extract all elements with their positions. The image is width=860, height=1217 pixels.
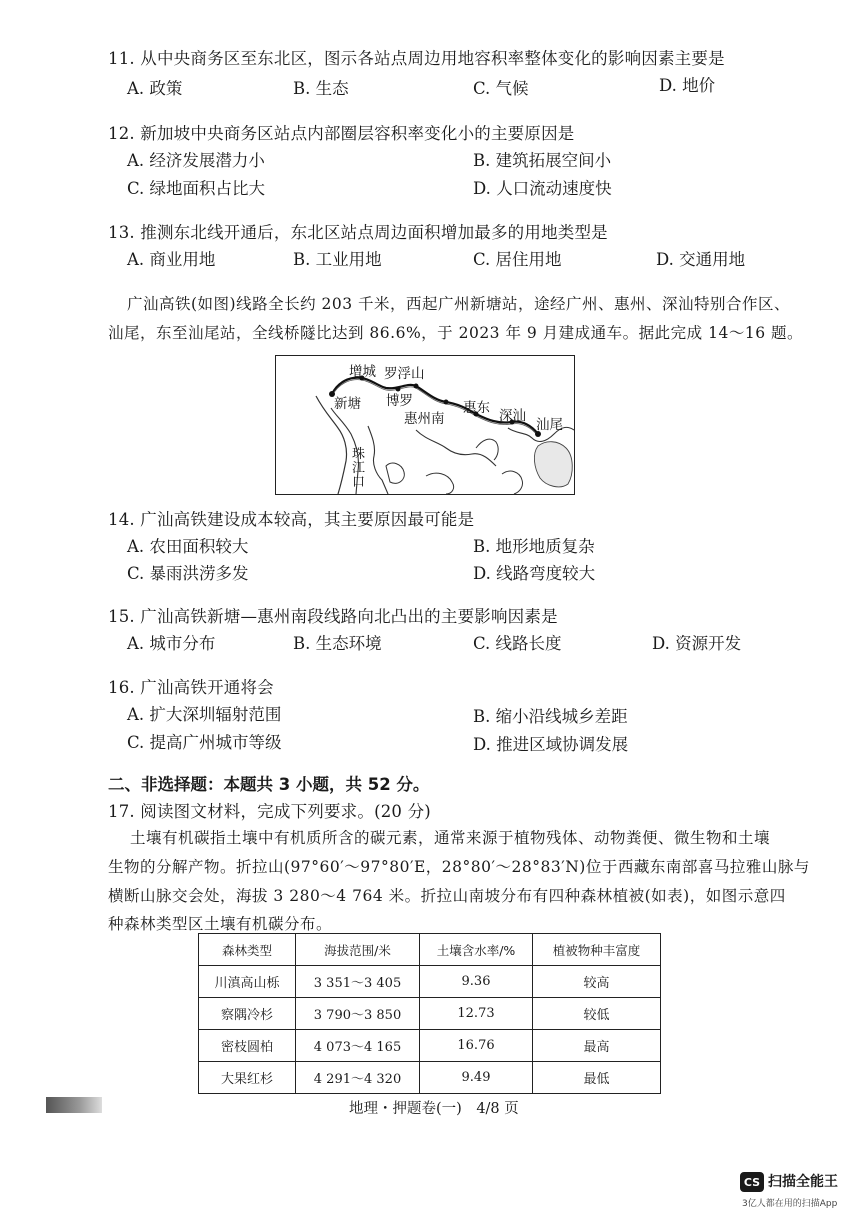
q15-option-a: A. 城市分布 (127, 634, 216, 653)
q12-option-b: B. 建筑拓展空间小 (473, 151, 612, 170)
question-12-stem: 12. 新加坡中央商务区站点内部圈层容积率变化小的主要原因是 (108, 124, 575, 143)
intro-line-1: 广汕高铁(如图)线路全长约 203 千米，西起广州新塘站，途经广州、惠州、深汕特别合作区、 (127, 295, 791, 313)
material-line-2: 生物的分解产物。折拉山(97°60′～97°80′E，28°80′～28°83′N)位于西藏东南部喜马拉雅山脉与 (108, 858, 810, 876)
q15-option-b: B. 生态环境 (293, 634, 382, 653)
material-line-4: 种森林类型区土壤有机碳分布。 (108, 915, 333, 933)
q11-option-b: B. 生态 (293, 79, 349, 98)
scanner-app-name: 扫描全能王 (768, 1174, 838, 1190)
label-huizhounan: 惠州南 (404, 411, 445, 427)
forest-soil-table (198, 933, 661, 1094)
question-11-stem: 11. 从中央商务区至东北区，图示各站点周边用地容积率整体变化的影响因素主要是 (108, 49, 725, 68)
label-shanwei: 汕尾 (536, 417, 563, 433)
land-east-shade (534, 442, 572, 487)
table-header-cell: 森林类型 (199, 934, 296, 966)
label-xintang: 新塘 (334, 396, 361, 412)
table-row (199, 1062, 661, 1094)
q16-option-b: B. 缩小沿线城乡差距 (473, 707, 628, 726)
label-luofushan: 罗浮山 (384, 366, 425, 382)
q13-option-c: C. 居住用地 (473, 250, 562, 269)
scanner-app-tagline: 3亿人都在用的扫描App (742, 1199, 838, 1209)
q13-option-b: B. 工业用地 (293, 250, 382, 269)
station-dot-luofushan (414, 384, 419, 389)
coast-south (426, 473, 454, 494)
question-15-stem: 15. 广汕高铁新塘—惠州南段线路向北凸出的主要影响因素是 (108, 607, 558, 626)
table-header-cell: 海拔范围/米 (296, 934, 420, 966)
table-cell: 较低 (533, 998, 661, 1030)
table-cell: 4 291～4 320 (296, 1062, 420, 1094)
q13-option-a: A. 商业用地 (127, 250, 216, 269)
material-line-3: 横断山脉交会处，海拔 3 280～4 764 米。折拉山南坡分布有四种森林植被(如表)，如图示意四 (108, 887, 786, 905)
coast-middle (416, 430, 496, 466)
intro-line-2: 汕尾，东至汕尾站，全线桥隧比达到 86.6%，于 2023 年 9 月建成通车。据此完成 14～16 题。 (108, 324, 803, 342)
section-2-heading: 二、非选择题：本题共 3 小题，共 52 分。 (108, 775, 430, 794)
q12-option-d: D. 人口流动速度快 (473, 179, 612, 198)
table-cell: 3 351～3 405 (296, 966, 420, 998)
label-zengcheng: 增城 (349, 364, 376, 380)
q14-option-b: B. 地形地质复杂 (473, 537, 595, 556)
table-cell: 密枝圆柏 (199, 1030, 296, 1062)
coast-islands (386, 463, 404, 483)
q13-option-d: D. 交通用地 (656, 250, 746, 269)
q12-option-a: A. 经济发展潜力小 (127, 151, 265, 170)
coast-bay (476, 439, 498, 460)
corner-stamp (46, 1097, 102, 1113)
table-header-row (199, 934, 661, 966)
q15-option-d: D. 资源开发 (652, 634, 742, 653)
coast-se (502, 471, 523, 494)
question-16-stem: 16. 广汕高铁开通将会 (108, 678, 274, 697)
table-row (199, 998, 661, 1030)
label-huidong: 惠东 (463, 400, 490, 416)
q16-option-a: A. 扩大深圳辐射范围 (127, 705, 282, 724)
q16-option-d: D. 推进区域协调发展 (473, 735, 629, 754)
q11-option-d: D. 地价 (659, 76, 716, 95)
question-14-stem: 14. 广汕高铁建设成本较高，其主要原因最可能是 (108, 510, 475, 529)
q14-option-d: D. 线路弯度较大 (473, 564, 596, 583)
table-cell: 大果红杉 (199, 1062, 296, 1094)
label-shenshan: 深汕 (499, 408, 526, 424)
table-header-cell: 植被物种丰富度 (533, 934, 661, 966)
q14-option-c: C. 暴雨洪涝多发 (127, 564, 249, 583)
table-cell: 12.73 (420, 998, 533, 1030)
question-17-stem: 17. 阅读图文材料，完成下列要求。(20 分) (108, 802, 431, 821)
page-footer-label: 地理・押题卷(一) 4/8 页 (349, 1101, 519, 1117)
q16-option-c: C. 提高广州城市等级 (127, 733, 282, 752)
table-cell: 9.49 (420, 1062, 533, 1094)
label-boluo: 博罗 (386, 393, 413, 409)
table-cell: 最高 (533, 1030, 661, 1062)
label-pearl-river-estuary: 珠江口 (352, 447, 366, 490)
table-cell: 察隅冷杉 (199, 998, 296, 1030)
question-13-stem: 13. 推测东北线开通后，东北区站点周边面积增加最多的用地类型是 (108, 223, 608, 242)
table-cell: 较高 (533, 966, 661, 998)
q12-option-c: C. 绿地面积占比大 (127, 179, 266, 198)
railway-map (275, 355, 575, 495)
table-cell: 川滇高山栎 (199, 966, 296, 998)
material-line-1: 土壤有机碳指土壤中有机质所含的碳元素，通常来源于植物残体、动物粪便、微生物和土壤 (130, 829, 771, 847)
table-cell: 16.76 (420, 1030, 533, 1062)
q11-option-c: C. 气候 (473, 79, 529, 98)
table-row (199, 1030, 661, 1062)
table-cell: 9.36 (420, 966, 533, 998)
table-cell: 4 073～4 165 (296, 1030, 420, 1062)
table-header-cell: 土壤含水率/% (420, 934, 533, 966)
q15-option-c: C. 线路长度 (473, 634, 562, 653)
scanner-logo-icon: CS (740, 1172, 764, 1192)
table-cell: 最低 (533, 1062, 661, 1094)
q14-option-a: A. 农田面积较大 (127, 537, 249, 556)
table-row (199, 966, 661, 998)
q11-option-a: A. 政策 (127, 79, 183, 98)
station-dot-huizhounan (444, 400, 449, 405)
estuary-east (368, 426, 388, 494)
table-cell: 3 790～3 850 (296, 998, 420, 1030)
